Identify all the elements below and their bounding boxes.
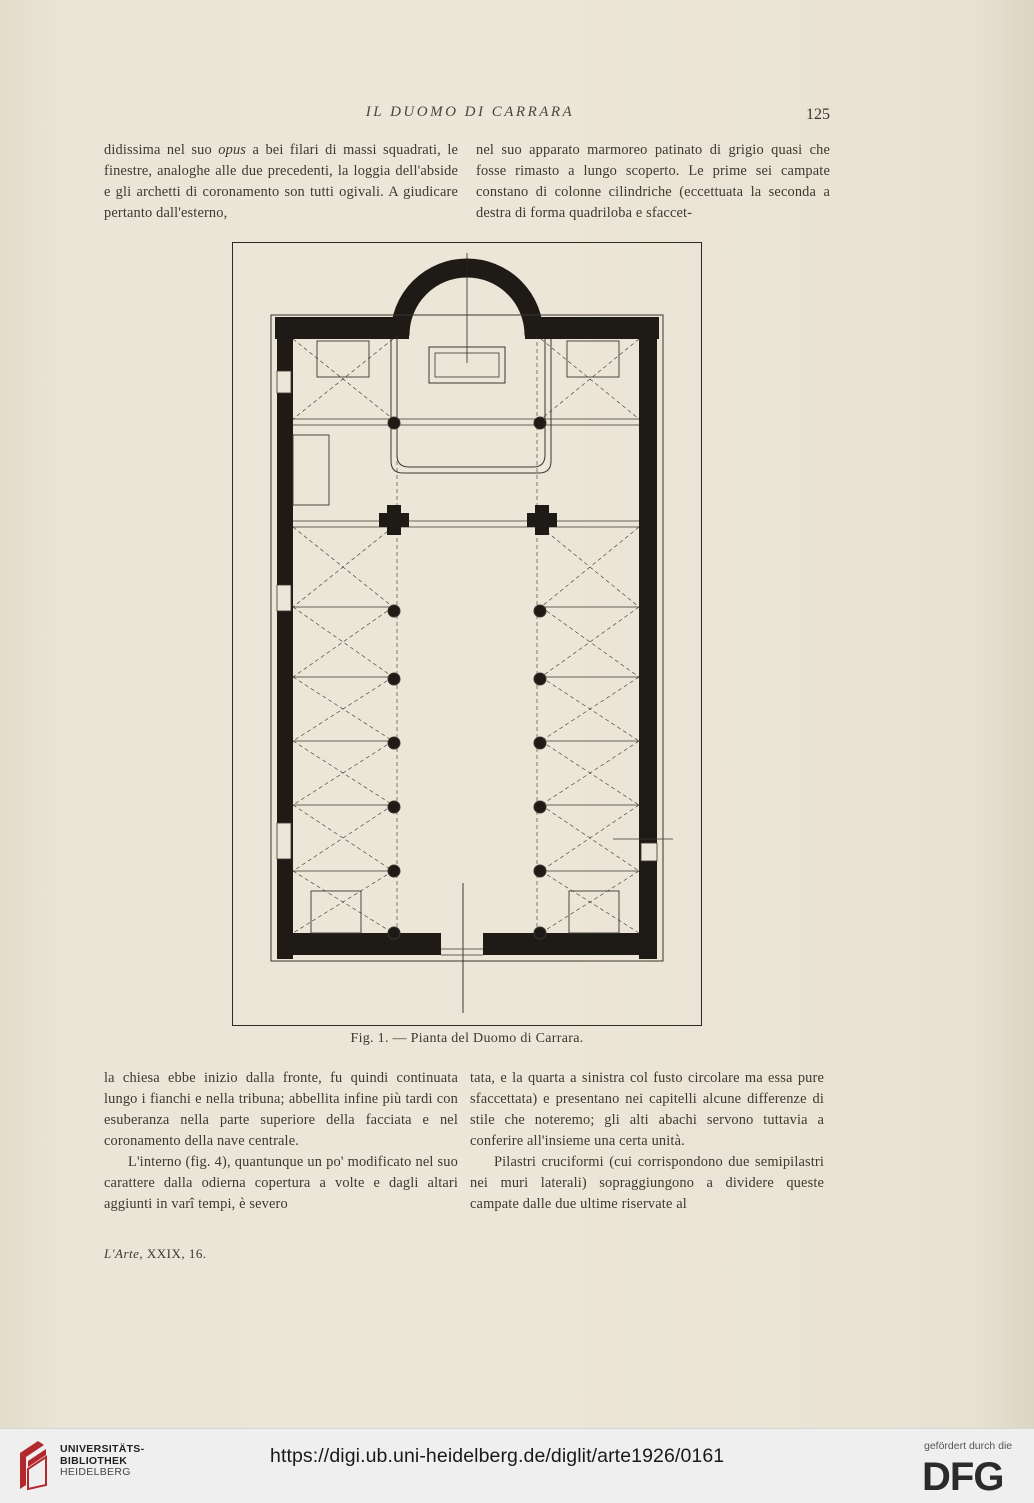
cruciform-pier-left — [379, 505, 409, 535]
text-column-top-left — [104, 140, 458, 224]
text-column-bottom-left — [104, 1068, 458, 1215]
text-column-top-right — [476, 140, 830, 224]
dfg-logo-icon — [922, 1456, 1022, 1494]
figure-caption: Fig. 1. — Pianta del Duomo di Carrara. — [350, 1031, 584, 1046]
dfg-logo-text: DFG — [922, 1456, 1004, 1494]
page-number: 125 — [806, 106, 830, 123]
paragraph: L'interno (fig. 4), quantunque un po' modificato nel suo carattere dalla odierna copertura a volte e dagli altari aggiunti in varî tempi, è severo — [104, 1154, 458, 1212]
paragraph: la chiesa ebbe inizio dalla fronte, fu quindi continuata lungo i fianchi e nella tribuna; abbellita infine più tardi con esuberanza nella parte superiore della facciata e nel coronamento della nave centrale. — [104, 1070, 458, 1149]
university-library-logo-icon — [14, 1439, 50, 1491]
journal-signature: L'Arte, XXIX, 16. — [104, 1246, 207, 1261]
wall-bottom-left — [277, 933, 441, 955]
viewer-footer-bar — [0, 1428, 1034, 1503]
wall-bottom-right — [483, 933, 657, 955]
floor-plan-drawing — [233, 243, 701, 1025]
library-name: UNIVERSITÄTS- BIBLIOTHEK HEIDELBERG — [60, 1443, 145, 1478]
floor-plan-figure — [232, 242, 702, 1026]
wall-top-right — [525, 317, 659, 339]
paragraph: Pilastri cruciformi (cui corrispondono due semipilastri nei muri laterali) sopraggiungono a dividere queste campate dalle due ultime riservate al — [470, 1154, 824, 1212]
wall-right — [639, 317, 657, 959]
columns — [388, 417, 546, 939]
text-column-bottom-right — [470, 1068, 824, 1215]
permalink-url[interactable]: https://digi.ub.uni-heidelberg.de/diglit/arte1926/0161 — [270, 1445, 725, 1467]
wall-left — [277, 317, 293, 959]
paragraph: didissima nel suo opus a bei filari di massi squadrati, le finestre, analoghe alle due precedenti, la loggia dell'abside e gli archetti di coronamento son tutti ogivali. A giudicare pertanto dall'esterno, — [104, 142, 459, 221]
funding-label: gefördert durch die — [924, 1440, 1013, 1452]
running-title: IL DUOMO DI CARRARA — [365, 104, 575, 120]
cruciform-pier-right — [527, 505, 557, 535]
paragraph: nel suo apparato marmoreo patinato di grigio quasi che fosse rimasto a lungo scoperto. Le prime sei campate constano di colonne cilindriche (eccettuata la seconda a destra di forma quadriloba e sfaccet- — [476, 142, 830, 221]
wall-top-left — [275, 317, 409, 339]
paragraph: tata, e la quarta a sinistra col fusto circolare ma essa pure sfaccettata) e presentano nei capitelli alcune differenze di stile che noteremo; gli alti abachi servono tuttavia a conferire all'insieme una certa unità. — [470, 1070, 824, 1149]
